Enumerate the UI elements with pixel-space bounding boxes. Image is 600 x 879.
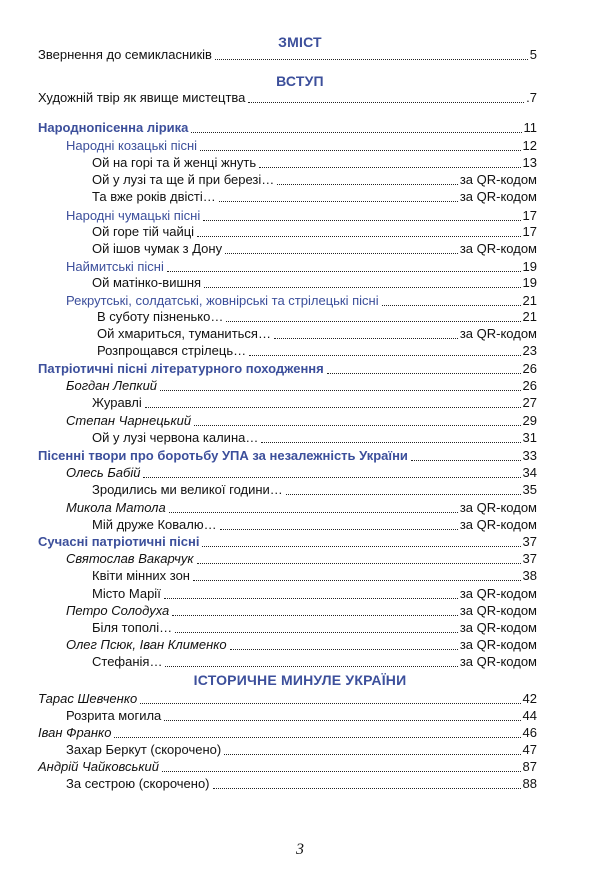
toc-entry[interactable]: Ой на горі та й женці жнуть 13 <box>92 155 537 170</box>
toc-entry[interactable]: Звернення до семикласників 5 <box>38 47 537 62</box>
toc-entry[interactable]: Журавлі 27 <box>92 395 537 410</box>
toc-entry[interactable]: Ой матінко-вишня 19 <box>92 275 537 290</box>
toc-entry[interactable]: За сестрою (скорочено) 88 <box>66 776 537 791</box>
toc-author[interactable]: Микола Матола за QR-кодом <box>66 500 537 515</box>
toc-author[interactable]: Олег Псюк, Іван Клименко за QR-кодом <box>66 637 537 652</box>
toc-author[interactable]: Олесь Бабій 34 <box>66 465 537 480</box>
toc-subsection[interactable]: Наймитські пісні 19 <box>66 259 537 274</box>
toc-entry[interactable]: Біля тополі… за QR-кодом <box>92 620 537 635</box>
toc-author[interactable]: Андрій Чайковський 87 <box>38 759 537 774</box>
toc-subsection[interactable]: Народні козацькі пісні 12 <box>66 138 537 153</box>
toc-entry[interactable]: Художній твір як явище мистецтва .7 <box>38 90 537 105</box>
toc-entry[interactable]: Ой у лузі та ще й при березі… за QR-кодом <box>92 172 537 187</box>
toc-entry[interactable]: Мій друже Ковалю… за QR-кодом <box>92 517 537 532</box>
toc-entry[interactable]: Розпрощався стрілець… 23 <box>97 343 537 358</box>
history-heading: ІСТОРИЧНЕ МИНУЛЕ УКРАЇНИ <box>193 672 407 688</box>
toc-section[interactable]: Патріотичні пісні літературного походження 26 <box>38 361 537 376</box>
page-number: 3 <box>296 841 304 858</box>
toc-entry[interactable]: Ой ішов чумак з Дону за QR-кодом <box>92 241 537 256</box>
toc-author[interactable]: Степан Чарнецький 29 <box>66 413 537 428</box>
contents-heading: ЗМІСТ <box>278 34 322 50</box>
toc-entry[interactable]: Місто Марії за QR-кодом <box>92 586 537 601</box>
toc-entry[interactable]: Зродились ми великої години… 35 <box>92 482 537 497</box>
toc-entry[interactable]: Ой у лузі червона калина… 31 <box>92 430 537 445</box>
toc-entry[interactable]: Розрита могила 44 <box>66 708 537 723</box>
toc-section[interactable]: Пісенні твори про боротьбу УПА за незалежність України 33 <box>38 448 537 463</box>
intro-heading: ВСТУП <box>276 73 324 89</box>
toc-author[interactable]: Іван Франко 46 <box>38 725 537 740</box>
toc-entry[interactable]: В суботу пізненько… 21 <box>97 309 537 324</box>
toc-author[interactable]: Петро Солодуха за QR-кодом <box>66 603 537 618</box>
toc-entry[interactable]: Стефанія… за QR-кодом <box>92 654 537 669</box>
toc-author[interactable]: Тарас Шевченко 42 <box>38 691 537 706</box>
toc-entry[interactable]: Та вже років двісті… за QR-кодом <box>92 189 537 204</box>
toc-entry[interactable]: Квіти мінних зон 38 <box>92 568 537 583</box>
toc-entry[interactable]: Ой хмариться, туманиться… за QR-кодом <box>97 326 537 341</box>
toc-author[interactable]: Богдан Лепкий 26 <box>66 378 537 393</box>
toc-section[interactable]: Народнопісенна лірика 11 <box>38 120 537 135</box>
toc-entry[interactable]: Захар Беркут (скорочено) 47 <box>66 742 537 757</box>
toc-section[interactable]: Сучасні патріотичні пісні 37 <box>38 534 537 549</box>
toc-entry[interactable]: Ой горе тій чайці 17 <box>92 224 537 239</box>
toc-subsection[interactable]: Рекрутські, солдатські, жовнірські та стрілецькі пісні 21 <box>66 293 537 308</box>
toc-author[interactable]: Святослав Вакарчук 37 <box>66 551 537 566</box>
toc-subsection[interactable]: Народні чумацькі пісні 17 <box>66 208 537 223</box>
